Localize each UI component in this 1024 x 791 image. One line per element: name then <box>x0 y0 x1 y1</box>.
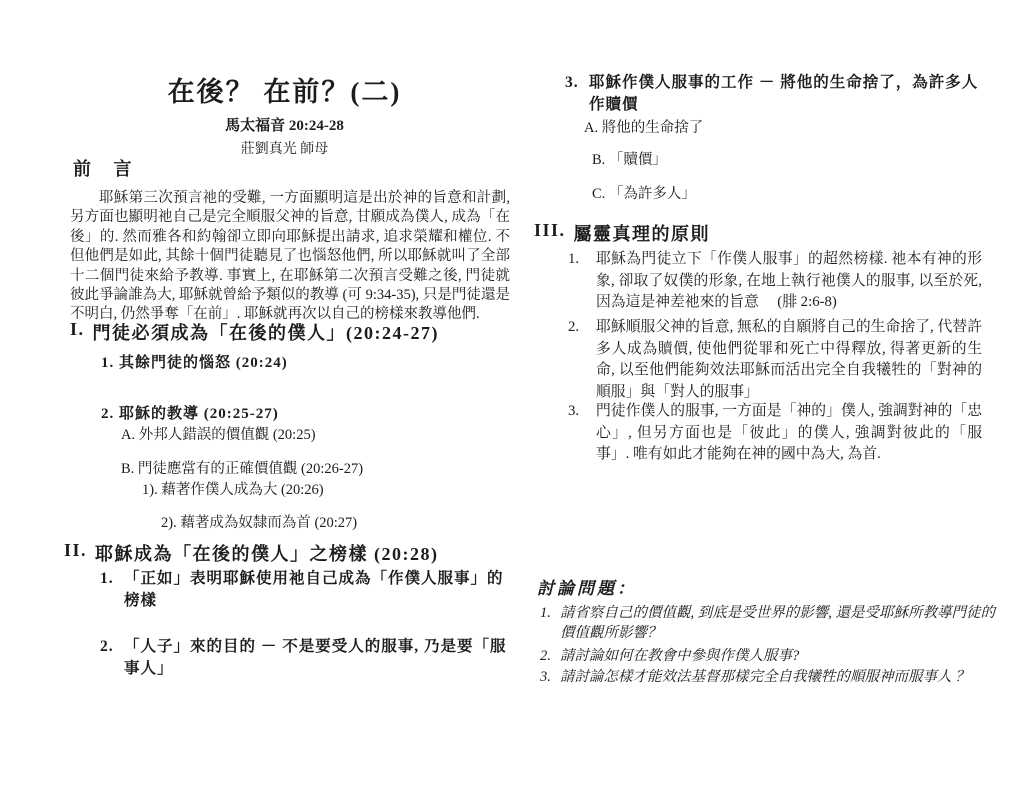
outline-item-ii-2-text: 「人子」來的目的 － 不是要受人的服事, 乃是要「服事人」 <box>124 638 507 677</box>
discussion-question-3-text: 請討論怎樣才能效法基督那樣完全自我犧牲的順服神而服事人 ？ <box>560 669 970 685</box>
outline-item-ii-2 <box>100 636 512 680</box>
discussion-question-2 <box>540 646 996 666</box>
principle-item-2 <box>568 317 982 403</box>
outline-item-ii-3a: A. 將他的生命捨了 <box>584 120 704 136</box>
section-1-heading <box>70 319 515 345</box>
discussion-question-2-number: 2. <box>540 648 551 664</box>
outline-item-ii-1-text: 「正如」表明耶穌使用祂自己成為「作僕人服事」的榜樣 <box>124 570 504 609</box>
discussion-question-1 <box>540 603 996 643</box>
principle-item-3-text: 門徒作僕人的服事, 一方面是「神的」僕人, 強調對神的「忠心」, 但另方面也是「彼此」的僕人, 強調對彼此的「服事」. 唯有如此才能夠在神的國中為大, 為首. <box>596 403 982 462</box>
outline-item-i-2a: A. 外邦人錯誤的價值觀 (20:25) <box>121 427 316 443</box>
discussion-question-1-number: 1. <box>540 605 551 621</box>
section-1-title: 門徒必須成為「在後的僕人」(20:24-27) <box>92 323 439 343</box>
discussion-question-1-text: 請省察自己的價值觀, 到底是受世界的影響, 還是受耶穌所教導門徒的價值觀所影響？ <box>560 605 995 641</box>
section-2-numeral: II. <box>64 540 88 560</box>
principle-item-3-number: 3. <box>568 403 580 419</box>
outline-item-ii-2-number: 2. <box>100 638 114 655</box>
principle-item-3 <box>568 401 982 466</box>
principle-item-2-number: 2. <box>568 319 580 335</box>
outline-item-i-1: 1. 其餘門徒的惱怒 (20:24) <box>101 355 288 371</box>
scripture-reference: 馬太福音 20:24-28 <box>225 118 344 134</box>
principle-item-1 <box>568 249 982 314</box>
intro-heading: 前 言 <box>73 159 141 179</box>
discussion-heading: 討論問題： <box>537 579 637 598</box>
outline-item-i-2b1: 1). 藉著作僕人成為大 (20:26) <box>142 482 324 498</box>
outline-item-i-2b2: 2). 藉著成為奴隸而為首 (20:27) <box>161 515 358 531</box>
outline-item-ii-3-number: 3. <box>565 74 579 91</box>
intro-paragraph: 耶穌第三次預言祂的受難, 一方面顯明這是出於神的旨意和計劃, 另方面也顯明祂自己是完全順服父神的旨意, 甘願成為僕人, 成為「在後」的. 然而雅各和約翰卻立即向耶穌提出請求, 追求榮耀和權位. 不但他們是如此, 其餘十個門徒聽見了也惱怒他們, 所以耶穌就叫了全部十二個門徒來給予教導. 事實上, 在耶穌第二次預言受難之後, 門徒就彼此爭論誰為大, 耶穌就曾給予類似的教導 (可 9:34-35), 只是門徒還是不明白, 仍然爭奪「在前」. 耶穌就再次以自己的榜樣來教導他們. <box>70 190 510 323</box>
principle-item-1-text: 耶穌為門徒立下「作僕人服事」的超然榜樣. 祂本有神的形象, 卻取了奴僕的形象, 在地上執行祂僕人的服事, 以至於死, 因為這是神差祂來的旨意 (腓 2:6-8) <box>596 251 982 310</box>
outline-item-i-2b: B. 門徒應當有的正確價值觀 (20:26-27) <box>121 461 364 477</box>
section-2-heading <box>64 540 514 566</box>
principle-item-2-text: 耶穌順服父神的旨意, 無私的自願將自己的生命捨了, 代替許多人成為贖價, 使他們從罪和死亡中得釋放, 得著更新的生命, 以至他們能夠效法耶穌而活出完全自我犧牲的「對神的順服」與「對人的服事」 <box>596 319 982 400</box>
principle-item-1-number: 1. <box>568 251 580 267</box>
page-title: 在後？ 在前？(二) <box>167 77 402 107</box>
outline-item-ii-1-number: 1. <box>100 570 114 587</box>
section-3-heading <box>534 220 989 246</box>
outline-item-ii-3-text: 耶穌作僕人服事的工作 － 將他的生命捨了，為許多人作贖價 <box>589 74 979 113</box>
section-1-numeral: I. <box>70 319 85 339</box>
outline-item-i-2: 2. 耶穌的教導 (20:25-27) <box>101 406 279 422</box>
outline-item-ii-3b: B. 「贖價」 <box>592 152 667 168</box>
section-3-numeral: III. <box>534 220 566 240</box>
outline-item-ii-3c: C. 「為許多人」 <box>592 186 696 202</box>
author-name: 莊劉真光 師母 <box>240 142 329 157</box>
outline-item-ii-1 <box>100 568 512 612</box>
discussion-question-2-text: 請討論如何在教會中參與作僕人服事? <box>560 648 800 664</box>
outline-item-ii-3 <box>565 72 989 116</box>
section-2-title: 耶穌成為「在後的僕人」之榜樣 (20:28) <box>95 544 439 564</box>
discussion-question-3 <box>540 667 996 687</box>
document-header <box>62 70 507 158</box>
section-3-title: 屬靈真理的原則 <box>573 224 711 244</box>
discussion-question-3-number: 3. <box>540 669 551 685</box>
